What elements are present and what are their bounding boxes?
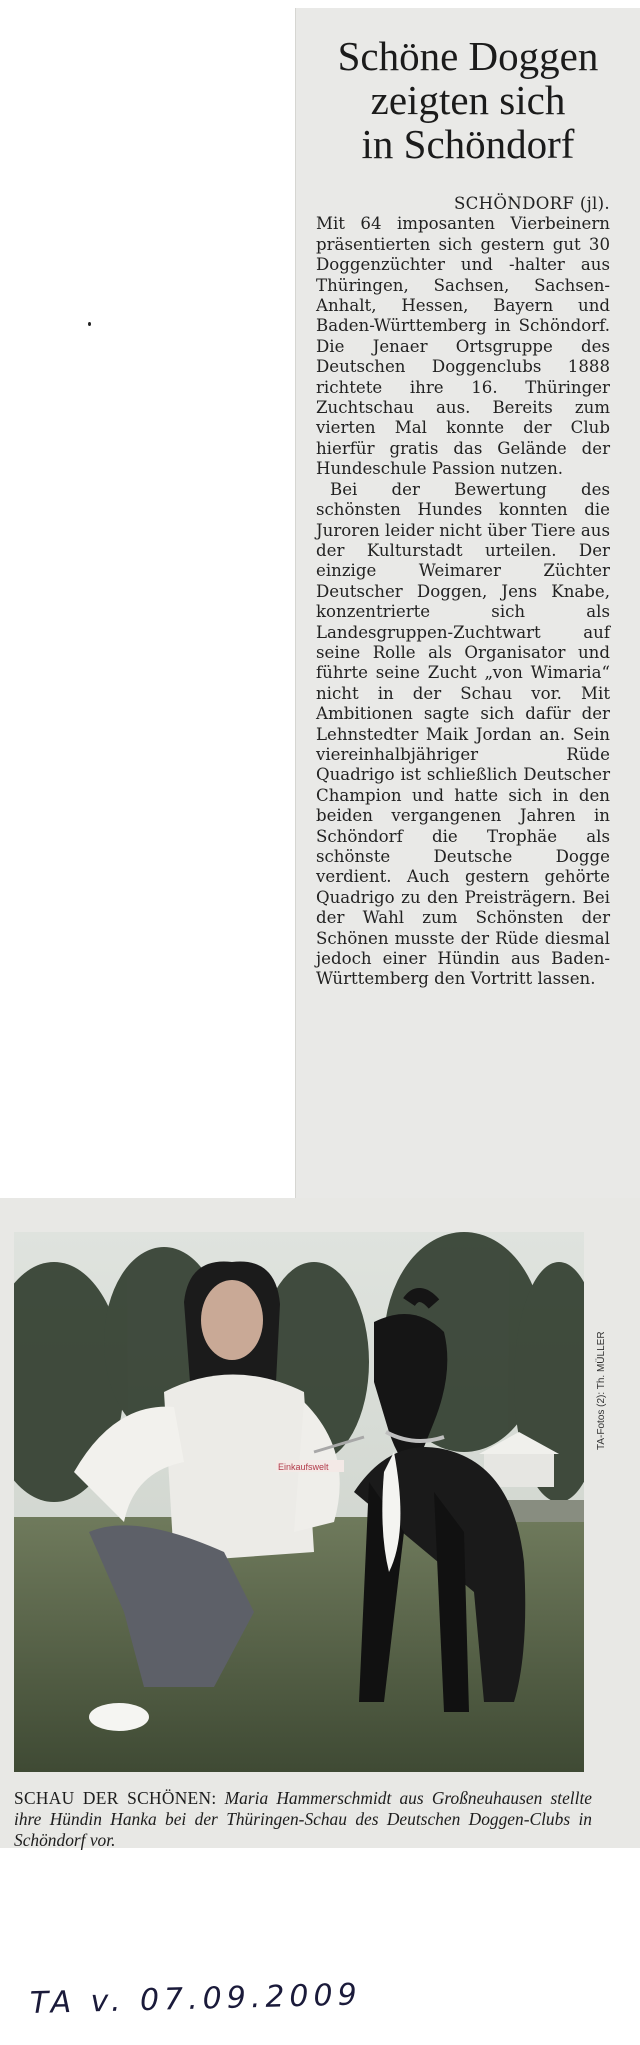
article-body <box>316 194 610 990</box>
dateline: SCHÖNDORF (jl). <box>453 194 610 213</box>
press-photo <box>14 1232 584 1772</box>
article-paragraph-1: Mit 64 imposanten Vierbeinern präsentierten sich gestern gut 30 Doggenzüchter und -halter aus Thüringen, Sachsen, Sachsen-Anhalt, Hessen, Bayern und Baden-Württemberg in Schöndorf. Die Jenaer Ortsgruppe des Deutschen Doggenclubs 1888 richtete ihre 16. Thüringer Zuchtschau aus. Bereits zum vierten Mal konnte der Club hierfür gratis das Gelände der Hundeschule Passion nutzen. <box>316 214 610 479</box>
photo-clipping <box>0 1198 640 1848</box>
article-clipping <box>296 8 640 1206</box>
headline-line-2: zeigten sich <box>370 77 566 123</box>
photo-credit: TA-Fotos (2): Th. MÜLLER <box>596 1331 607 1451</box>
headline-line-3: in Schöndorf <box>361 121 575 167</box>
photo-caption <box>14 1788 592 1851</box>
photo-woman-with-great-dane <box>14 1232 584 1772</box>
caption-lead: SCHAU DER SCHÖNEN: <box>14 1788 217 1808</box>
handwritten-date-note: TA v. 07.09.2009 <box>29 1977 363 2021</box>
scan-speck <box>88 322 91 326</box>
caption-text: Maria Hammerschmidt aus Großneuhausen stellte ihre Hündin Hanka bei der Thüringen-Schau des Deutschen Doggen-Clubs in Schöndorf vor. <box>14 1788 593 1850</box>
article-headline <box>296 34 640 166</box>
article-paragraph-2: Bei der Bewertung des schönsten Hundes konnten die Juroren leider nicht über Tiere aus der Kulturstadt urteilen. Der einzige Weimarer Züchter Deutscher Doggen, Jens Knabe, konzentrierte sich als Landesgruppen-Zuchtwart auf seine Rolle als Organisator und führte seine Zucht „von Wimaria“ nicht in der Schau vor. Mit Ambitionen sagte sich dafür der Lehnstedter Maik Jordan an. Sein viereinhalbjähriger Rüde Quadrigo ist schließlich Deutscher Champion und hatte sich in den beiden vergangenen Jahren in Schöndorf die Trophäe als schönste Deutsche Dogge verdient. Auch gestern gehörte Quadrigo zu den Preisträgern. Bei der Wahl zum Schönsten der Schönen musste der Rüde diesmal jedoch einer Hündin aus Baden-Württemberg den Vortritt lassen. <box>316 479 610 989</box>
sweater-logo-text: Einkaufswelt <box>278 1462 329 1472</box>
headline-line-1: Schöne Doggen <box>337 33 599 79</box>
